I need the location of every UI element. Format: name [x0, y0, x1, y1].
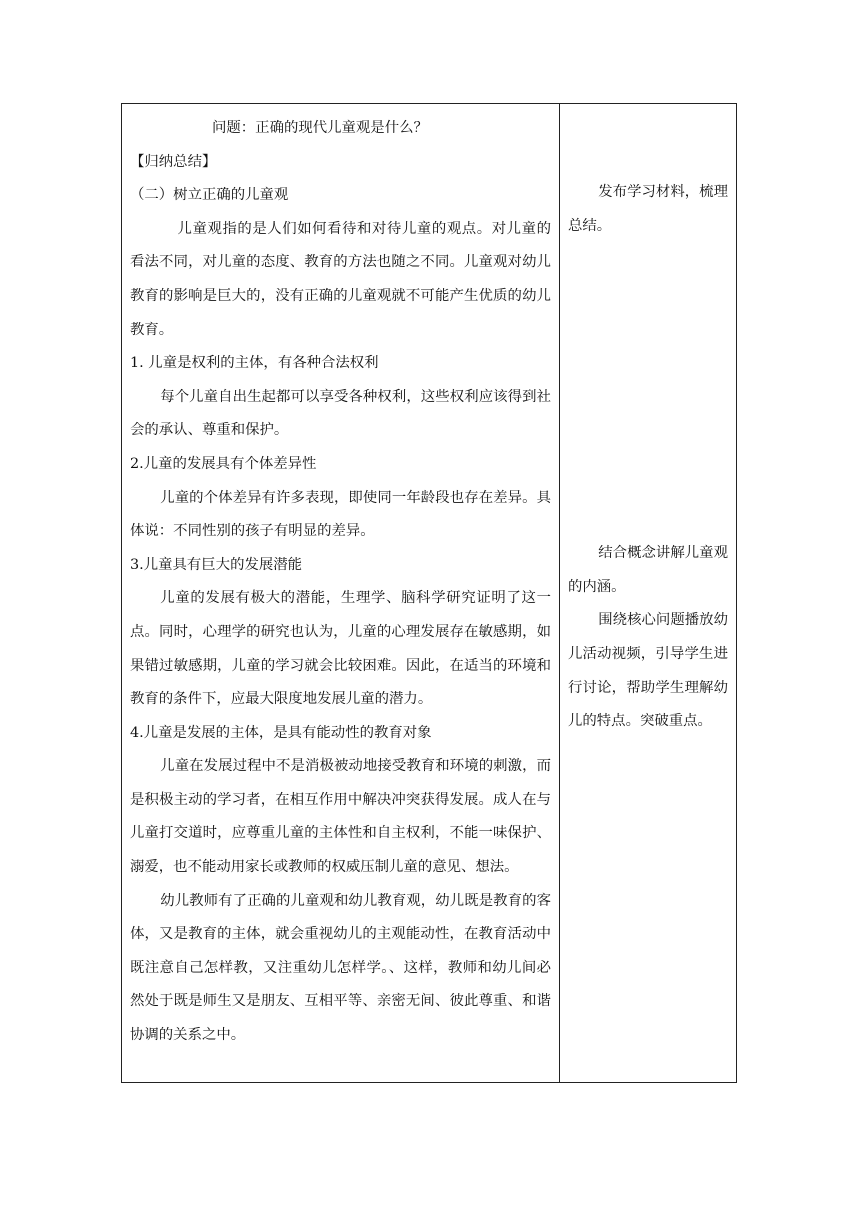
- point-1-body: 每个儿童自出生起都可以享受各种权利，这些权利应该得到社会的承认、尊重和保护。: [130, 388, 551, 439]
- teacher-note-2: 结合概念讲解儿童观的内涵。: [568, 545, 728, 595]
- point-3-heading: 3.儿童具有巨大的发展潜能: [130, 556, 303, 573]
- conclusion-paragraph: 幼儿教师有了正确的儿童观和幼儿教育观，幼儿既是教育的客体，又是教育的主体，就会重视幼儿的主观能动性，在教育活动中既注意自己怎样教，又注重幼儿怎样学。、这样，教师和幼儿间必然处于既是师生又是朋友、互相平等、亲密无间、彼此尊重、和谐协调的关系之中。: [130, 892, 551, 1044]
- point-3-body: 儿童的发展有极大的潜能，生理学、脑科学研究证明了这一点。同时，心理学的研究也认为，儿童的心理发展存在敏感期，如果错过敏感期，儿童的学习就会比较困难。因此，在适当的环境和教育的条件下，应最大限度地发展儿童的潜力。: [130, 590, 551, 708]
- content-column: [122, 104, 559, 1053]
- intro-paragraph: 儿童观指的是人们如何看待和对待儿童的观点。对儿童的看法不同，对儿童的态度、教育的方法也随之不同。儿童观对幼儿教育的影响是巨大的，没有正确的儿童观就不可能产生优质的幼儿教育。: [130, 220, 551, 338]
- point-4-body: 儿童在发展过程中不是消极被动地接受教育和环境的刺激，而是积极主动的学习者，在相互作用中解决冲突获得发展。成人在与儿童打交道时，应尊重儿童的主体性和自主权利，不能一味保护、溺爱，也不能动用家长或教师的权威压制儿童的意见、想法。: [130, 758, 551, 876]
- section-title: （二）树立正确的儿童观: [130, 187, 289, 204]
- point-2-body: 儿童的个体差异有许多表现，即使同一年龄段也存在差异。具体说：不同性别的孩子有明显的差异。: [130, 489, 551, 540]
- notes-column: [560, 104, 736, 739]
- summary-heading: 【归纳总结】: [130, 153, 217, 170]
- lesson-table: [121, 103, 737, 1083]
- point-1-heading: 1. 儿童是权利的主体，有各种合法权利: [130, 355, 379, 372]
- point-4-heading: 4.儿童是发展的主体，是具有能动性的教育对象: [130, 724, 432, 741]
- question-line: 问题：正确的现代儿童观是什么？: [212, 120, 428, 136]
- teacher-note-3: 围绕核心问题播放幼儿活动视频，引导学生进行讨论，帮助学生理解幼儿的特点。突破重点。: [568, 612, 728, 730]
- teacher-note-1: 发布学习材料，梳理总结。: [568, 184, 728, 234]
- point-2-heading: 2.儿童的发展具有个体差异性: [130, 455, 317, 472]
